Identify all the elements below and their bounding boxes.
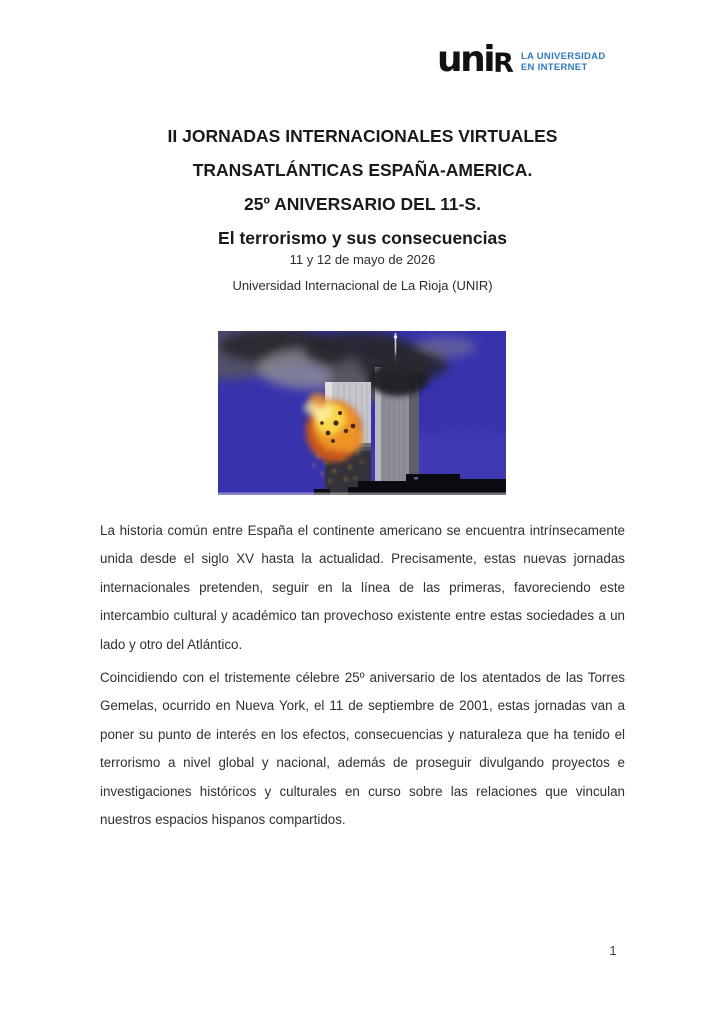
silhouette-highlight (414, 477, 418, 480)
paragraph-1: La historia común entre España el continente americano se encuentra intrínsecamente unida desde el siglo XV hasta la actualidad. Precisamente, estas nuevas jornadas internacionales pretenden, seguir en la línea de las primeras, favoreciendo este intercambio cultural y académico tan provechoso existente entre estas sociedades a un lado y otro del Atlántico. (100, 523, 625, 652)
unir-wordmark-r: R (493, 48, 514, 79)
unir-tagline-line2: EN INTERNET (520, 61, 588, 73)
paragraph-2: Coincidiendo con el tristemente célebre 25º aniversario de los atentados de las Torres Gemelas, ocurrido en Nueva York, el 11 de septiembre de 2001, estas jornadas van a poner su punto de interés en los efectos, consecuencias y naturaleza que ha tenido el terrorismo a nivel global y nacional, además de proseguir divulgando proyectos e investigaciones históricos y culturales en curso sobre las relaciones que vinculan nuestros espacios hispanos compartidos. (100, 670, 625, 828)
unir-wordmark (437, 39, 514, 81)
unir-tagline-line1: LA UNIVERSIDAD (520, 51, 606, 62)
photo-bottom-fringe (218, 493, 506, 496)
unir-wordmark-uni: uni (437, 39, 494, 80)
title-line-4: El terrorismo y sus consecuencias (218, 228, 507, 248)
unir-tagline (521, 52, 606, 73)
page-number: 1 (609, 944, 617, 958)
unir-logo (437, 39, 606, 81)
title-line-3: 25º ANIVERSARIO DEL 11-S. (244, 194, 481, 214)
document-subtitle (100, 247, 625, 299)
document-title (100, 119, 625, 255)
event-university: Universidad Internacional de La Rioja (UNIR) (232, 278, 493, 293)
title-line-2: TRANSATLÁNTICAS ESPAÑA-AMERICA. (192, 160, 533, 180)
document-body (100, 517, 625, 839)
twin-towers-photo-svg (218, 331, 506, 495)
title-line-1: II JORNADAS INTERNACIONALES VIRTUALES (167, 126, 558, 146)
twin-towers-photo (218, 331, 506, 495)
event-dates: 11 y 12 de mayo de 2026 (289, 252, 436, 267)
